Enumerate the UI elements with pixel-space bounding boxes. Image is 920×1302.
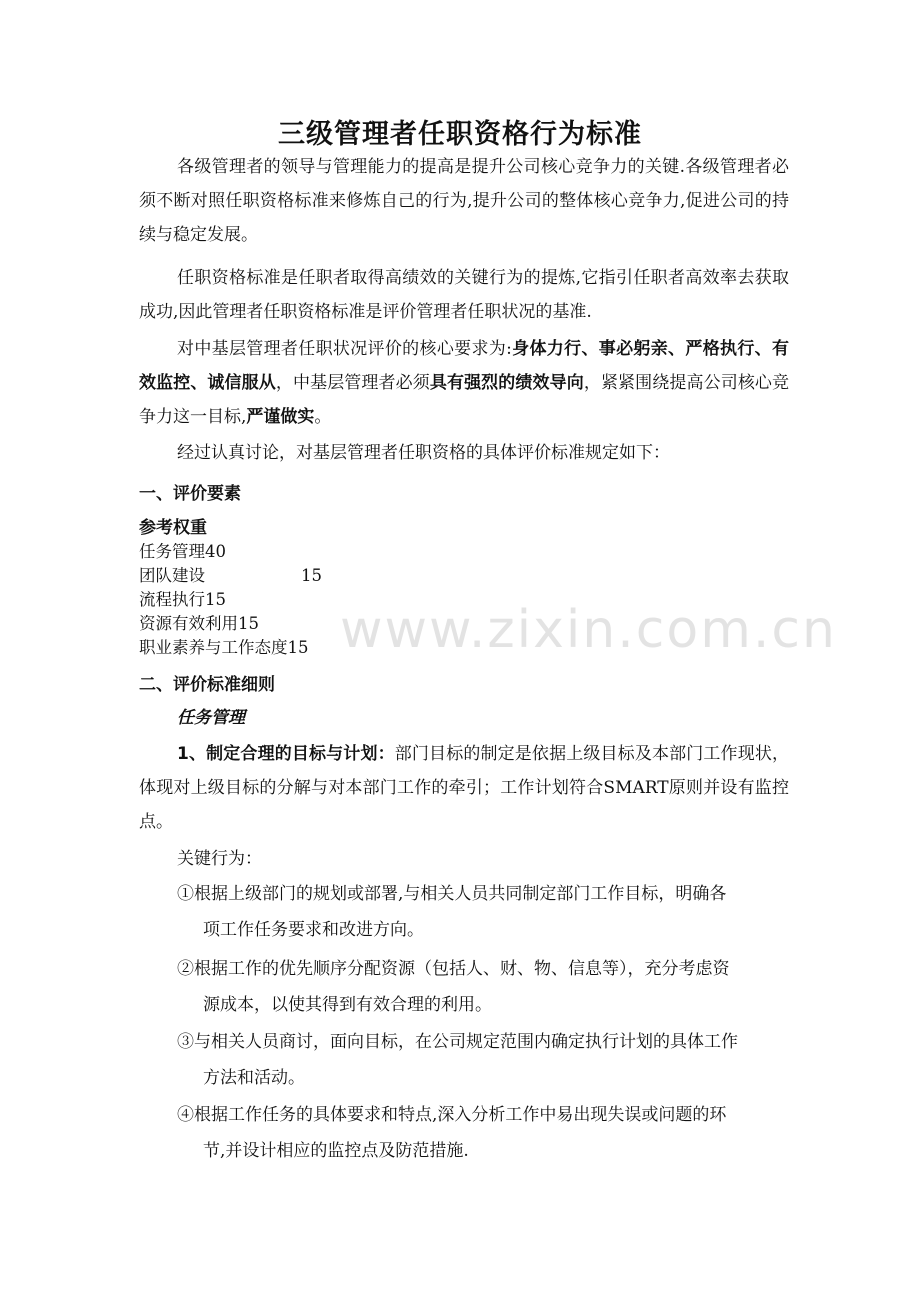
weight-name: 团队建设 [139,566,205,585]
weight-row [139,612,309,636]
criterion-text: 部门目标的制定是依据上级目标及本部门工作现状，体现对上级目标的分解与对本部门工作的牵引；工作计划符合SMART原则并设有监控点。 [139,744,789,832]
criterion-paragraph [139,737,789,839]
intro-paragraph-1: 各级管理者的领导与管理能力的提高是提升公司核心竞争力的关键.各级管理者必须不断对照任职资格标准来修炼自己的行为,提升公司的整体核心竞争力,促进公司的持续与稳定发展。 [139,157,789,245]
behavior-number: ④ [177,1105,194,1125]
criterion-label: 1、制定合理的目标与计划： [177,744,395,764]
weight-name: 职业素养与工作态度 [139,638,288,657]
core-text-2: ，中基层管理者必须 [275,373,430,393]
behavior-text: 与相关人员商讨，面向目标，在公司规定范围内确定执行计划的具体工作 [194,1032,738,1052]
task-management-subheading: 任务管理 [177,708,245,728]
weight-name: 流程执行 [139,590,205,609]
weight-row [139,588,309,612]
weight-value: 15 [205,590,226,609]
weight-row [139,564,322,588]
behavior-continuation: 方法和活动。 [203,1068,305,1088]
behavior-item [177,1024,789,1096]
behavior-continuation: 节,并设计相应的监控点及防范措施. [203,1141,469,1161]
weight-row [139,540,309,564]
core-requirements-paragraph [139,332,789,434]
behavior-first-line [177,951,789,987]
weight-value: 15 [287,638,309,657]
behavior-first-line [177,1097,789,1133]
weights-list [139,540,322,660]
weights-title: 参考权重 [139,518,207,538]
core-text-4: 。 [314,407,332,427]
section-1-heading: 一、评价要素 [139,484,241,504]
weight-name: 资源有效利用 [139,614,238,633]
behavior-continuation: 项工作任务要求和改进方向。 [203,920,424,940]
behavior-item [177,876,789,948]
key-behaviors-label: 关键行为： [177,849,262,869]
core-bold-2: 具有强烈的绩效导向 [429,373,584,393]
behavior-first-line [177,1024,789,1060]
weight-value: 15 [238,614,259,633]
behavior-continuation: 源成本，以使其得到有效合理的利用。 [203,995,492,1015]
behavior-item [177,951,789,1023]
document-title: 三级管理者任职资格行为标准 [278,119,642,150]
watermark: www.zixin.com.cn [340,600,837,660]
discussion-paragraph: 经过认真讨论，对基层管理者任职资格的具体评价标准规定如下： [177,443,670,463]
behavior-first-line [177,876,789,912]
weight-name: 任务管理 [139,542,205,561]
intro-paragraph-2: 任职资格标准是任职者取得高绩效的关键行为的提炼,它指引任职者高效率去获取成功,因此管理者任职资格标准是评价管理者任职状况的基准. [139,268,789,322]
weight-value: 40 [205,542,226,561]
weight-value: 15 [301,566,322,585]
core-bold-1: 身体力行、事必躬亲、严格执行、有效监控、诚信服从 [139,339,789,393]
section-2-heading: 二、评价标准细则 [139,675,275,695]
behavior-number: ① [177,884,194,904]
core-text-3: ，紧紧围绕提高公司核心竞争力这一目标, [139,373,790,427]
weight-row [139,636,309,660]
behavior-item [177,1097,789,1169]
core-text-1: 对中基层管理者任职状况评价的核心要求为: [177,339,512,359]
core-bold-3: 严谨做实 [246,407,315,427]
behavior-number: ③ [177,1032,194,1052]
behavior-text: 根据工作的优先顺序分配资源（包括人、财、物、信息等），充分考虑资 [194,959,730,979]
behavior-text: 根据工作任务的具体要求和特点,深入分析工作中易出现失误或问题的环 [194,1105,727,1125]
behavior-text: 根据上级部门的规划或部署,与相关人员共同制定部门工作目标，明确各 [194,884,727,904]
behavior-number: ② [177,959,194,979]
